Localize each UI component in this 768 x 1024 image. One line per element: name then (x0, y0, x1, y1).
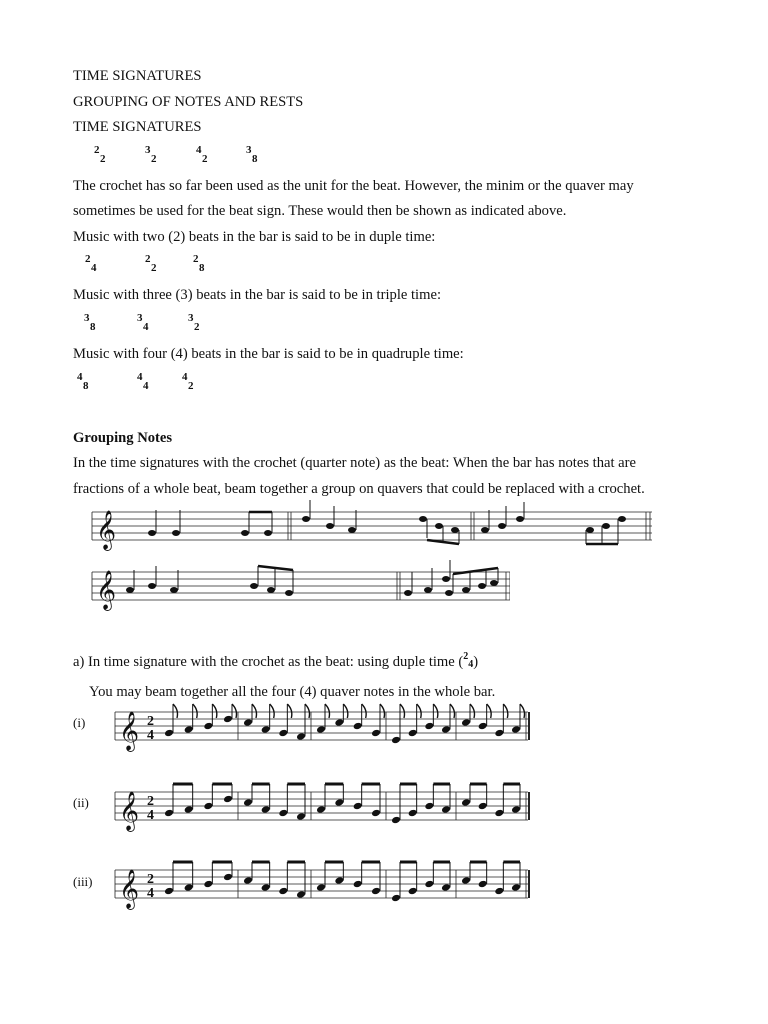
note-flag (362, 704, 366, 718)
note-head (203, 722, 213, 731)
note-head (391, 816, 401, 825)
duple-text: Music with two (2) beats in the bar is said to be in duple time: (73, 229, 436, 245)
intro-line-1: The crochet has so far been used as the unit for the beat. However, the minim or the quaver may (73, 178, 634, 194)
note-flag (470, 704, 475, 718)
sig-numerator: 3 (137, 312, 143, 324)
note-head (408, 887, 418, 896)
note-head (296, 732, 306, 741)
note-head (164, 809, 174, 818)
note-flag (287, 704, 292, 718)
note-head (371, 729, 381, 738)
note-head (334, 876, 344, 885)
note-flag (400, 704, 405, 718)
grouping-staff-system-2 (90, 566, 650, 612)
note-flag (520, 704, 525, 718)
note-flag (325, 704, 330, 718)
note-head (353, 802, 363, 811)
note-head (424, 802, 434, 811)
note-head (278, 887, 288, 896)
note-head (316, 805, 326, 814)
note-head (494, 887, 504, 896)
note-head (296, 890, 306, 899)
note-head (223, 795, 233, 804)
note-head (203, 880, 213, 889)
note-head (424, 722, 434, 731)
note-head (261, 725, 271, 734)
note-flag (380, 704, 385, 718)
note-flag (343, 704, 348, 718)
sig-denominator: 2 (188, 380, 194, 392)
example-label-ii: (ii) (73, 795, 89, 810)
note-head (184, 883, 194, 892)
sig-numerator: 2 (463, 651, 469, 662)
note-head (371, 809, 381, 818)
note-flag (503, 704, 508, 718)
time-denominator: 4 (147, 728, 154, 743)
note-head (353, 880, 363, 889)
grouping-line-1: In the time signatures with the crochet (quarter note) as the beat: When the bar has notes that are (73, 455, 636, 471)
note-head (261, 805, 271, 814)
section-a-heading (73, 651, 479, 671)
note-head (164, 729, 174, 738)
time-numerator: 2 (147, 714, 154, 729)
quadruple-text: Music with four (4) beats in the bar is said to be in quadruple time: (73, 346, 464, 362)
sig-numerator: 2 (85, 253, 91, 265)
example-staff-iii (113, 862, 533, 910)
note-head (461, 876, 471, 885)
treble-clef-icon: 𝄞 (119, 711, 140, 751)
treble-clef-icon: 𝄞 (119, 791, 140, 831)
svg-text:𝄞: 𝄞 (96, 570, 117, 610)
note-head (478, 802, 488, 811)
note-flag (193, 704, 198, 718)
sig-denominator: 4 (91, 262, 97, 274)
note-head (408, 809, 418, 818)
sig-denominator: 4 (468, 659, 474, 670)
sig-denominator: 4 (143, 321, 149, 333)
note-head (164, 887, 174, 896)
note-head (441, 883, 451, 892)
note-head (316, 725, 326, 734)
note-flag (252, 704, 257, 718)
note-head (461, 718, 471, 727)
time-denominator: 4 (147, 808, 154, 823)
example-staff-ii (113, 784, 533, 832)
sig-numerator: 2 (145, 253, 151, 265)
intro-line-2: sometimes be used for the beat sign. These would then be shown as indicated above. (73, 203, 567, 219)
note-head (494, 809, 504, 818)
heading-grouping: GROUPING OF NOTES AND RESTS (73, 94, 304, 110)
heading-time-signatures-2: TIME SIGNATURES (73, 119, 202, 135)
sig-denominator: 2 (194, 321, 200, 333)
sig-numerator: 3 (246, 144, 252, 156)
sig-numerator: 4 (182, 371, 188, 383)
note-head (316, 883, 326, 892)
note-flag (212, 704, 217, 718)
note-head (391, 736, 401, 745)
note-head (478, 722, 488, 731)
section-a-close: ) (473, 654, 479, 670)
note-flag (487, 704, 492, 718)
note-head (203, 802, 213, 811)
treble-clef-icon: 𝄞 (119, 869, 140, 909)
note-head (296, 812, 306, 821)
triple-text: Music with three (3) beats in the bar is said to be in triple time: (73, 287, 442, 303)
sig-numerator: 3 (84, 312, 90, 324)
note-head (334, 798, 344, 807)
sig-denominator: 8 (252, 153, 258, 165)
note-head (184, 805, 194, 814)
note-head (478, 880, 488, 889)
note-head (278, 729, 288, 738)
grouping-title: Grouping Notes (73, 430, 173, 446)
sig-numerator: 4 (196, 144, 202, 156)
sig-denominator: 8 (90, 321, 96, 333)
svg-text:𝄞: 𝄞 (96, 510, 117, 550)
sig-denominator: 2 (151, 153, 157, 165)
note-head (391, 894, 401, 903)
sig-numerator: 2 (94, 144, 100, 156)
note-flag (173, 704, 178, 718)
sig-numerator: 3 (188, 312, 194, 324)
example-staff-i (113, 704, 533, 752)
sig-numerator: 4 (137, 371, 143, 383)
note-head (441, 725, 451, 734)
note-head (353, 722, 363, 731)
example-label-i: (i) (73, 715, 86, 730)
note-flag (270, 704, 275, 718)
note-head (243, 718, 253, 727)
note-flag (305, 704, 310, 718)
section-a-text: a) In time signature with the crochet as the beat: using duple time ( (73, 654, 464, 670)
time-numerator: 2 (147, 872, 154, 887)
note-head (371, 887, 381, 896)
note-flag (417, 704, 422, 718)
note-head (223, 873, 233, 882)
sig-numerator: 2 (193, 253, 199, 265)
note-flag (232, 704, 237, 718)
sig-denominator: 8 (199, 262, 205, 274)
note-head (408, 729, 418, 738)
grouping-line-2: fractions of a whole beat, beam together a group on quavers that could be replaced with a crochet. (73, 481, 645, 497)
note-head (441, 805, 451, 814)
grouping-staff-system-1 (90, 508, 655, 550)
sig-denominator: 2 (202, 153, 208, 165)
note-head (461, 798, 471, 807)
time-denominator: 4 (147, 886, 154, 901)
note-head (184, 725, 194, 734)
example-label-iii: (iii) (73, 874, 93, 889)
note-flag (450, 704, 455, 718)
note-head (243, 798, 253, 807)
sig-denominator: 8 (83, 380, 89, 392)
sig-denominator: 2 (100, 153, 106, 165)
note-head (494, 729, 504, 738)
heading-time-signatures: TIME SIGNATURES (73, 68, 202, 84)
sig-denominator: 4 (143, 380, 149, 392)
time-numerator: 2 (147, 794, 154, 809)
note-head (243, 876, 253, 885)
note-head (223, 715, 233, 724)
note-head (334, 718, 344, 727)
note-flag (433, 704, 438, 718)
sig-numerator: 3 (145, 144, 151, 156)
sig-numerator: 4 (77, 371, 83, 383)
note-head (511, 883, 521, 892)
note-head (424, 880, 434, 889)
note-head (278, 809, 288, 818)
sig-denominator: 2 (151, 262, 157, 274)
note-head (261, 883, 271, 892)
note-head (511, 805, 521, 814)
section-a-note: You may beam together all the four (4) quaver notes in the whole bar. (89, 684, 496, 700)
note-head (511, 725, 521, 734)
